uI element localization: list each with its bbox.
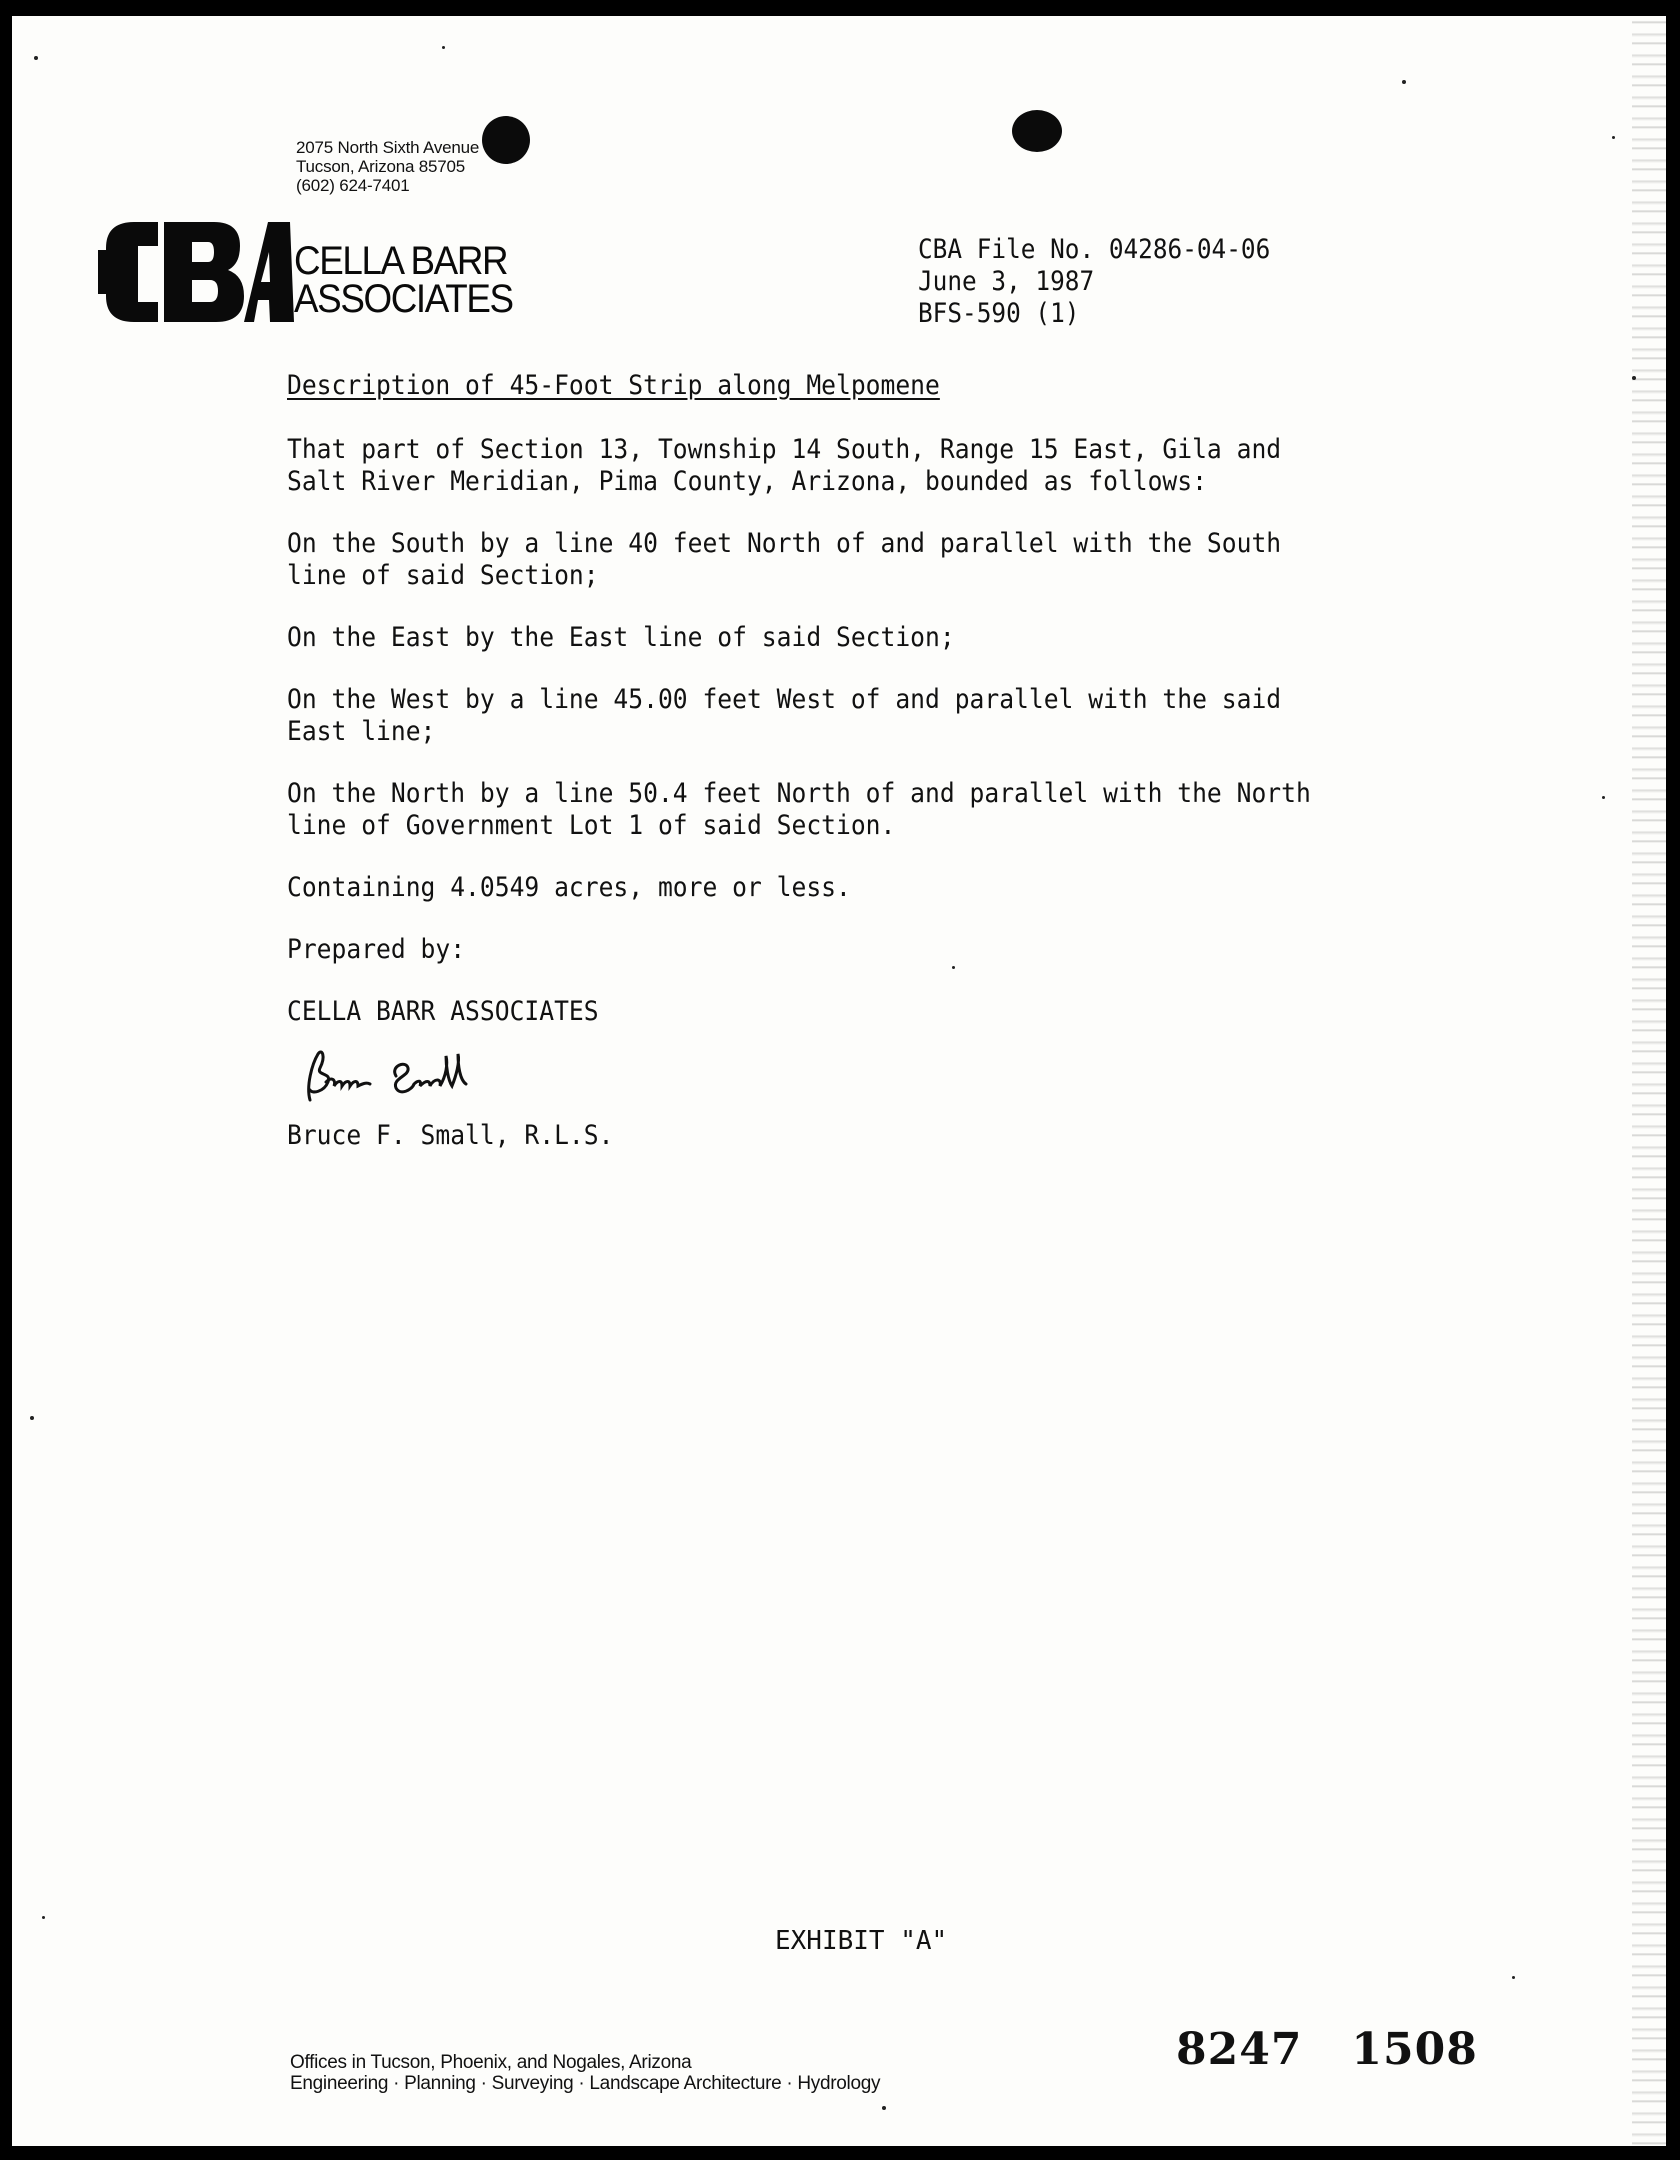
company-name-line2: ASSOCIATES xyxy=(294,277,513,321)
document-page xyxy=(12,16,1666,2146)
exhibit-label: EXHIBIT "A" xyxy=(775,1926,948,1956)
document-heading: Description of 45-Foot Strip along Melpomene xyxy=(287,370,940,401)
document-date: June 3, 1987 xyxy=(918,266,1095,297)
company-name-logo xyxy=(294,239,513,321)
address-phone: (602) 624-7401 xyxy=(296,176,410,195)
address-street: 2075 North Sixth Avenue xyxy=(296,138,480,157)
scan-edge-noise xyxy=(1632,16,1666,2146)
preparer-company: CELLA BARR ASSOCIATES xyxy=(287,996,599,1027)
address-city: Tucson, Arizona 85705 xyxy=(296,157,466,176)
recording-stamp-number: 8247 1508 xyxy=(1176,2024,1478,2075)
company-name-line1: CELLA BARR xyxy=(294,239,508,283)
signer-name: Bruce F. Small, R.L.S. xyxy=(287,1120,614,1151)
paragraph-north-boundary: On the North by a line 50.4 feet North of and parallel with the North line of Government Lot 1 of said Section. xyxy=(287,778,1311,841)
paragraph-west-boundary: On the West by a line 45.00 feet West of and parallel with the said East line; xyxy=(287,684,1282,747)
footer-services: Engineering · Planning · Surveying · Landscape Architecture · Hydrology xyxy=(290,2073,881,2094)
file-number: CBA File No. 04286-04-06 xyxy=(918,234,1271,265)
cba-logo xyxy=(94,216,294,333)
handwritten-signature xyxy=(296,1046,496,1115)
ink-blot xyxy=(482,116,530,164)
letterhead-footer xyxy=(290,2052,880,2094)
letterhead-address xyxy=(296,138,479,195)
paragraph-south-boundary: On the South by a line 40 feet North of and parallel with the South line of said Section; xyxy=(287,528,1282,591)
reference-code: BFS-590 (1) xyxy=(918,298,1080,329)
file-info-block xyxy=(918,234,1270,330)
punch-hole xyxy=(1012,110,1062,152)
prepared-by-label: Prepared by: xyxy=(287,934,466,965)
paragraph-acreage: Containing 4.0549 acres, more or less. xyxy=(287,872,851,903)
paragraph-section-description: That part of Section 13, Township 14 South, Range 15 East, Gila and Salt River Meridian, Pima County, Arizona, bounded as follows: xyxy=(287,434,1282,497)
paragraph-east-boundary: On the East by the East line of said Section; xyxy=(287,622,955,653)
footer-offices: Offices in Tucson, Phoenix, and Nogales, Arizona xyxy=(290,2052,692,2073)
